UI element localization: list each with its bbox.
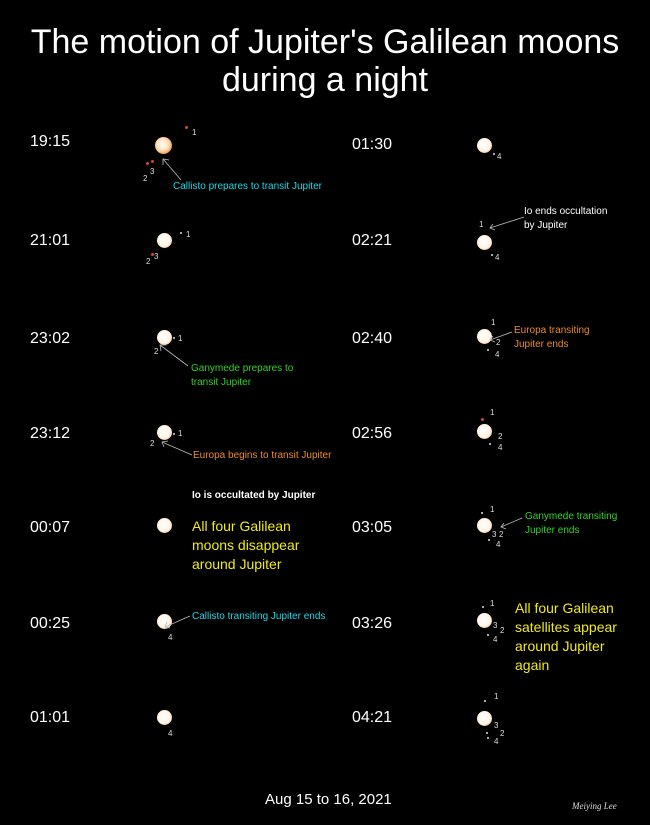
moon-label: 1 <box>494 692 499 701</box>
moon-label: 2 <box>499 530 504 539</box>
moon-dot <box>481 512 483 514</box>
moon-dot <box>151 160 154 163</box>
moon-label: 4 <box>497 152 502 161</box>
jupiter-0240 <box>477 329 492 344</box>
moon-label: 3 <box>154 252 159 261</box>
moon-label: 2 <box>500 626 505 635</box>
moon-label: 1 <box>178 429 183 438</box>
moon-dot <box>482 606 484 608</box>
note-all-appear-1: All four Galilean <box>515 600 614 616</box>
moon-label: 4 <box>496 540 501 549</box>
moon-dot <box>488 539 490 541</box>
note-all-appear-3: around Jupiter <box>515 638 605 654</box>
moon-label: 1 <box>192 128 197 137</box>
time-0326: 03:26 <box>352 615 393 632</box>
time-0421: 04:21 <box>352 709 393 726</box>
time-2101: 21:01 <box>30 232 71 249</box>
time-2312: 23:12 <box>30 425 71 442</box>
time-0130: 01:30 <box>352 136 393 153</box>
note-all-disappear-3: around Jupiter <box>192 556 282 572</box>
moon-label: 4 <box>495 253 500 262</box>
moon-label: 1 <box>490 408 495 417</box>
moon-dot <box>185 126 188 129</box>
note-io-ends-2: by Jupiter <box>524 220 568 231</box>
moon-label: 2 <box>150 439 155 448</box>
time-0221: 02:21 <box>352 232 393 249</box>
moon-dot <box>180 232 182 234</box>
jupiter-2101 <box>157 233 172 248</box>
note-europa-ends-2: Jupiter ends <box>514 339 569 350</box>
time-1915: 19:15 <box>30 133 71 150</box>
time-0007: 00:07 <box>30 519 71 536</box>
note-all-appear-2: satellites appear <box>515 619 617 635</box>
moon-dot <box>173 337 175 339</box>
jupiter-2302 <box>157 330 172 345</box>
moon-label: 1 <box>490 505 495 514</box>
moon-label: 3 <box>150 167 155 176</box>
moon-dot <box>484 700 486 702</box>
moon-dot <box>493 153 495 155</box>
note-ganymede-prepares-2: transit Jupiter <box>191 377 252 388</box>
moon-label: 4 <box>498 443 503 452</box>
footer-date: Aug 15 to 16, 2021 <box>265 791 392 808</box>
jupiter-2312 <box>157 425 172 440</box>
jupiter-0421 <box>477 711 492 726</box>
moon-label: 2 <box>496 338 501 347</box>
moon-label: 2 <box>146 257 151 266</box>
note-all-appear-4: again <box>515 657 550 673</box>
note-europa-begins: Europa begins to transit Jupiter <box>193 450 332 461</box>
time-0025: 00:25 <box>30 615 71 632</box>
moon-dot <box>146 162 149 165</box>
time-2302: 23:02 <box>30 330 71 347</box>
note-callisto-ends: Callisto transiting Jupiter ends <box>192 611 326 622</box>
jupiter-0130 <box>477 138 492 153</box>
note-all-disappear-1: All four Galilean <box>192 518 291 534</box>
note-europa-ends-1: Europa transiting <box>514 325 590 336</box>
moon-label: 4 <box>493 635 498 644</box>
moon-dot <box>486 732 488 734</box>
moon-label: 1 <box>178 334 183 343</box>
moon-dot <box>487 349 489 351</box>
jupiter-0305 <box>477 518 492 533</box>
moon-label: 1 <box>479 220 484 229</box>
moon-dot <box>173 433 175 435</box>
moon-label: 4 <box>494 737 499 746</box>
note-io-occulted: Io is occultated by Jupiter <box>192 490 316 501</box>
title-line-1: The motion of Jupiter's Galilean moons <box>30 23 620 61</box>
jupiter-0256 <box>477 424 492 439</box>
note-ganymede-ends-2: Jupiter ends <box>525 525 580 536</box>
moon-label: 4 <box>168 633 173 642</box>
note-ganymede-ends-1: Ganymede transiting <box>525 511 618 522</box>
time-0240: 02:40 <box>352 330 393 347</box>
note-all-disappear-2: moons disappear <box>192 537 300 553</box>
moon-label: 2 <box>154 347 159 356</box>
jupiter-0007 <box>157 518 172 533</box>
moon-dot <box>487 634 489 636</box>
note-callisto-prepares: Callisto prepares to transit Jupiter <box>173 181 322 192</box>
jupiter-0221 <box>477 235 492 250</box>
jupiter-0326 <box>477 613 492 628</box>
moon-label: 3 <box>494 721 499 730</box>
jupiter-1915 <box>155 137 172 154</box>
moon-label: 1 <box>490 599 495 608</box>
note-ganymede-prepares-1: Ganymede prepares to <box>191 363 294 374</box>
moon-label: 3 <box>492 530 497 539</box>
moon-label: 2 <box>500 729 505 738</box>
time-0256: 02:56 <box>352 425 393 442</box>
moon-label: 2 <box>498 432 503 441</box>
time-0305: 03:05 <box>352 519 393 536</box>
moon-label: 4 <box>168 729 173 738</box>
signature: Meiying Lee <box>572 801 617 811</box>
title-line-2: during a night <box>221 61 429 99</box>
jupiter-0101 <box>157 710 172 725</box>
moon-dot <box>487 737 489 739</box>
moon-label: 1 <box>491 318 496 327</box>
moon-dot <box>489 443 491 445</box>
moon-label: 3 <box>493 621 498 630</box>
moon-label: 1 <box>186 230 191 239</box>
time-0101: 01:01 <box>30 709 71 726</box>
moon-label: 4 <box>495 350 500 359</box>
moon-dot <box>481 418 484 421</box>
note-io-ends-1: Io ends occultation <box>524 206 608 217</box>
moon-label: 2 <box>143 174 148 183</box>
jupiter-0025 <box>157 614 172 629</box>
moon-dot <box>491 254 493 256</box>
